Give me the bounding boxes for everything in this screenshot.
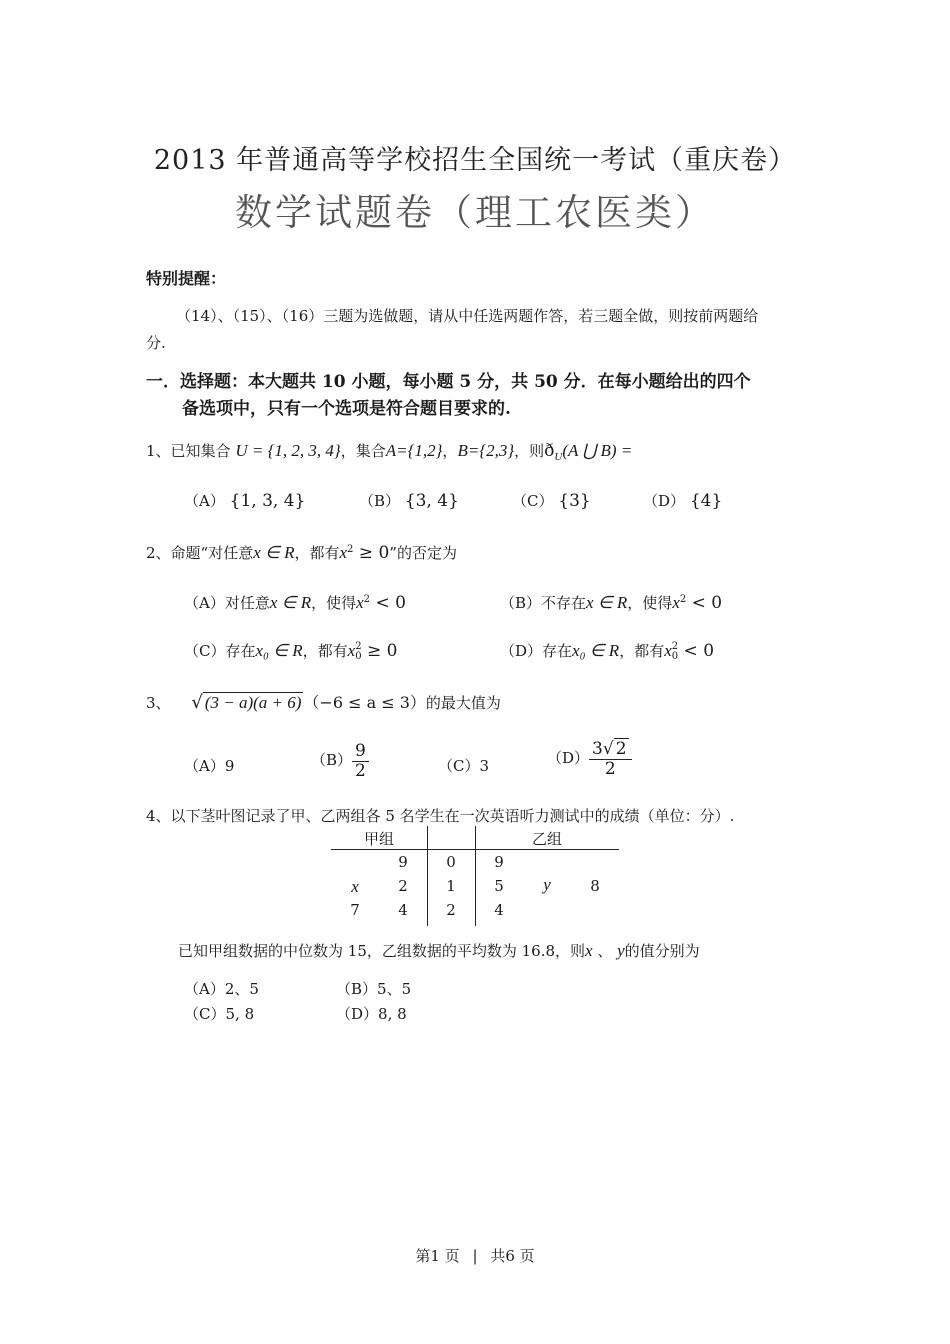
table-row [331,901,619,925]
q2-option-a-rest: < 0 [370,593,406,613]
q4-option-b-label: （B） [336,980,378,998]
q2-option-b [500,592,722,613]
q4-stem [146,805,734,826]
q1-number: 1、 [146,442,171,460]
q3-option-c-label: （C） [438,757,480,775]
footer-separator: | [472,1247,478,1265]
q4-option-d-label: （D） [336,1005,379,1023]
notice-text-line2: 分. [146,334,166,352]
q1-option-c-value: {3} [558,491,591,511]
q1-complement-symbol: ð [544,441,555,461]
q3-option-d-coef: 3 [592,739,603,759]
q3-text: 的最大值为 [425,694,501,712]
q2-option-a-label: （A） [184,594,225,612]
q2-option-c-rest: ≥ 0 [361,641,398,661]
q1-complement-sub: U [554,451,563,463]
q4-text: 以下茎叶图记录了甲、乙两组各 5 名学生在一次英语听力测试中的成绩（单位：分）. [170,807,735,825]
q1-option-a [184,490,305,511]
q4-option-b [336,978,411,999]
q4-followup [178,940,700,961]
q3-option-d-denominator: 2 [604,758,616,779]
q2-stem [146,542,457,563]
q1-text-c: ，则 [514,442,545,460]
q3-option-c-value: 3 [479,757,490,775]
q3-option-b-denominator: 2 [355,760,366,781]
table-cell-r2: y [543,875,551,894]
q1-option-b [359,490,459,511]
q3-option-a-value: 9 [224,757,235,775]
q2-option-d-rest: < 0 [678,641,715,661]
q2-option-b-base: x [672,593,680,612]
table-cell-l1: 7 [350,901,360,919]
q2-option-b-expr: x ∈ R [586,593,628,612]
q2-option-a-text-a: 对任意 [224,594,270,612]
q1-separator: ， [442,442,458,460]
q3-option-a [184,755,234,776]
q4-option-a-value: 2、5 [224,980,259,998]
q3-option-b-numerator: 9 [352,742,369,762]
q3-option-c [438,755,489,776]
q3-option-d: （D） $\frac{3√ 2}{2}$ [547,740,632,778]
q2-option-c-text-b: ，都有 [302,642,348,660]
q1-set-b: B={2,3} [457,441,515,460]
q1-set-a: A={1,2} [385,441,443,460]
q2-option-a [184,592,406,613]
q2-option-d-sub: 0 [671,651,679,662]
notice-heading: 特别提醒： [146,269,227,288]
table-cell-stem: 2 [446,901,456,919]
q3-option-b-label: （B） [311,751,353,770]
q4-var-x: x [585,941,593,960]
q1-option-a-label: （A） [184,492,225,510]
q1-option-d-label: （D） [643,492,686,510]
table-left-header: 甲组 [363,830,394,848]
q2-option-b-label: （B） [500,594,542,612]
section1-heading-line1: 一．选择题：本大题共 10 小题，每小题 5 分，共 50 分．在每小题给出的四个 [146,372,751,392]
q4-followup-text-a: 已知甲组数据的中位数为 15，乙组数据的平均数为 16.8，则 [178,942,586,960]
q2-option-a-text-b: ，使得 [311,594,357,612]
q2-option-d-text-a: 存在 [542,642,573,660]
q2-expr-b-rest: ≥ 0 [353,543,390,563]
table-cell-l2: 2 [398,877,408,895]
q3-condition: （−6 ≤ a ≤ 3） [303,693,426,712]
page-number: 第1 页 [415,1247,460,1265]
q3-radicand: (3 − a)(a + 6) [204,693,302,712]
q2-option-a-sup: 2 [363,594,371,605]
q2-number: 2、 [146,544,171,562]
q2-text-a: 命题“对任意 [170,544,254,562]
q2-text-c: ”的否定为 [389,544,457,562]
q1-stem [146,440,632,463]
q2-option-c-label: （C） [184,642,226,660]
exam-subtitle: 数学试题卷（理工农医类） [235,191,715,234]
q2-option-c-expr: x₀ ∈ R [255,641,303,660]
q1-expression: (A ⋃ B) = [562,441,633,460]
q1-text-b: ，集合 [340,442,386,460]
table-cell-r3: 8 [590,877,600,895]
table-cell-l2: 9 [398,853,408,871]
q2-expr-b-base: x [339,543,348,562]
q3-stem [146,690,501,713]
q3-option-d-label: （D） [547,749,590,768]
table-cell-r1: 4 [494,901,504,919]
q3-option-b [311,742,369,780]
q2-option-b-text-a: 不存在 [541,594,587,612]
q2-option-a-base: x [356,593,364,612]
page-total: 共6 页 [490,1247,535,1265]
q2-option-d-sup: 2 [671,641,679,652]
q1-option-b-label: （B） [359,492,401,510]
q4-var-separator: 、 [592,942,618,960]
notice-text-line1: （14）、（15）、（16）三题为选做题，请从中任选两题作答，若三题全做，则按前两题给 [176,307,759,325]
q1-option-d-value: {4} [689,491,723,511]
q4-option-c [184,1003,254,1024]
q2-option-d-text-b: ，都有 [619,642,665,660]
q3-radical-sign: √ [191,692,203,713]
q1-set-u: U = {1, 2, 3, 4} [235,441,341,460]
q4-number: 4、 [146,807,171,825]
section1-heading-line2: 备选项中，只有一个选项是符合题目要求的. [182,399,511,419]
table-cell-stem: 1 [446,877,456,895]
table-cell-l1: x [351,877,359,896]
q1-option-d [643,490,722,511]
q1-option-c-label: （C） [512,492,554,510]
q2-option-b-rest: < 0 [686,593,723,613]
table-cell-l2: 4 [398,901,408,919]
q3-number: 3、 [146,694,171,712]
q2-option-c [184,640,397,662]
table-cell-r1: 5 [494,877,504,895]
q4-option-d-value: 8, 8 [378,1005,407,1023]
q4-option-a-label: （A） [184,980,225,998]
table-row [331,853,619,877]
q2-option-d-expr: x₀ ∈ R [572,641,620,660]
q1-option-b-value: {3, 4} [404,491,459,511]
q4-option-c-label: （C） [184,1005,226,1023]
q2-option-d [500,640,714,662]
table-cell-r1: 9 [494,853,504,871]
q4-option-c-value: 5, 8 [225,1005,255,1023]
q2-option-b-sup: 2 [679,594,687,605]
table-row [331,877,619,901]
q2-option-c-base: x [347,641,356,660]
q1-option-a-value: {1, 3, 4} [229,491,306,511]
q4-followup-text-b: 的值分别为 [624,942,700,960]
q3-option-a-label: （A） [184,757,225,775]
q2-option-d-label: （D） [500,642,543,660]
q3-option-d-radicand: 2 [615,739,627,759]
q2-option-a-expr: x ∈ R [269,593,312,612]
table-cell-stem: 0 [446,853,456,871]
q2-text-b: ，都有 [294,544,340,562]
exam-title: 2013 年普通高等学校招生全国统一考试（重庆卷） [153,145,797,176]
q4-var-y: y [617,941,625,960]
q1-text-a: 已知集合 [170,442,231,460]
page-footer [0,1245,950,1266]
q4-option-a [184,978,259,999]
q2-expr-a: x ∈ R [253,543,295,562]
q1-option-c [512,490,591,511]
q2-option-c-text-a: 存在 [225,642,256,660]
q4-option-d [336,1003,407,1024]
table-right-header: 乙组 [531,830,562,848]
q2-option-b-text-b: ，使得 [627,594,673,612]
q2-option-c-sub: 0 [355,651,362,662]
q2-expr-b-sup: 2 [347,544,354,555]
q2-option-d-base: x [664,641,672,660]
q4-option-b-value: 5、5 [377,980,412,998]
q2-option-c-sup: 2 [355,641,362,652]
stem-leaf-plot [331,826,619,926]
